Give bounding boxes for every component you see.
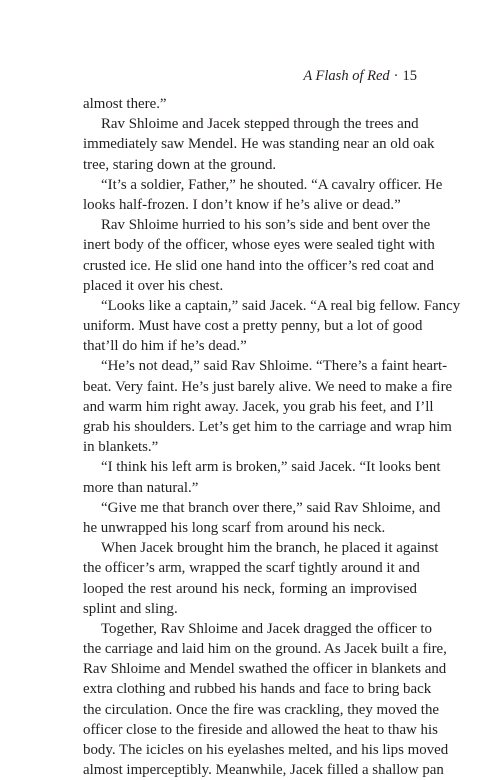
text-line: “Looks like a captain,” said Jacek. “A real big fellow. Fancy (101, 297, 461, 314)
text-line: placed it over his chest. (83, 277, 224, 294)
text-line: almost there.” (83, 96, 167, 112)
text-line: looks half-frozen. I don’t know if he’s alive or dead.” (83, 196, 401, 213)
text-line: and warm him right away. Jacek, you grab his feet, and I’ll (83, 398, 434, 415)
text-line: he unwrapped his long scarf from around his neck. (83, 519, 386, 536)
text-line: the circulation. Once the fire was crackling, they moved the (83, 701, 439, 718)
text-line: extra clothing and rubbed his hands and face to bring back (83, 681, 432, 698)
text-line: beat. Very faint. He’s just barely alive. We need to make a fire (83, 378, 453, 395)
text-line: Rav Shloime and Mendel swathed the officer in blankets and (83, 661, 447, 678)
text-line: the carriage and laid him on the ground. As Jacek built a fire, (83, 641, 447, 658)
text-line: the officer’s arm, wrapped the scarf tightly around it and (83, 560, 420, 577)
text-line: almost imperceptibly. Meanwhile, Jacek filled a shallow pan (83, 762, 444, 779)
text-line: grab his shoulders. Let’s get him to the carriage and wrap him (83, 419, 452, 435)
text-line: immediately saw Mendel. He was standing near an old oak (83, 136, 435, 153)
body-text (83, 94, 461, 780)
text-line: officer close to the fireside and allowed the heat to thaw his (83, 721, 438, 738)
text-line: Rav Shloime and Jacek stepped through the trees and (101, 116, 419, 133)
text-line: in blankets.” (83, 439, 159, 456)
text-line: looped the rest around his neck, forming an improvised (83, 580, 417, 597)
running-header (303, 68, 417, 85)
text-line: that’ll do him if he’s dead.” (83, 338, 247, 355)
text-line: “Give me that branch over there,” said Rav Shloime, and (101, 499, 441, 516)
text-line: crusted ice. He slid one hand into the officer’s red coat and (83, 257, 434, 274)
book-title: A Flash of Red (303, 68, 390, 84)
header-separator: · (393, 68, 399, 84)
text-line: tree, staring down at the ground. (83, 156, 277, 173)
text-line: “It’s a soldier, Father,” he shouted. “A cavalry officer. He (101, 176, 443, 193)
text-line: uniform. Must have cost a pretty penny, but a lot of good (83, 318, 423, 335)
text-line: splint and sling. (83, 600, 178, 617)
page-number: 15 (402, 68, 417, 84)
text-line: “He’s not dead,” said Rav Shloime. “There’s a faint heart- (101, 358, 448, 375)
text-line: Rav Shloime hurried to his son’s side and bent over the (101, 217, 431, 234)
text-line: inert body of the officer, whose eyes were sealed tight with (83, 237, 435, 254)
text-line: more than natural.” (83, 479, 199, 496)
text-line: “I think his left arm is broken,” said Jacek. “It looks bent (101, 459, 441, 476)
text-line: Together, Rav Shloime and Jacek dragged the officer to (101, 620, 432, 637)
text-line: When Jacek brought him the branch, he placed it against (101, 540, 439, 557)
text-line: body. The icicles on his eyelashes melted, and his lips moved (83, 742, 449, 758)
